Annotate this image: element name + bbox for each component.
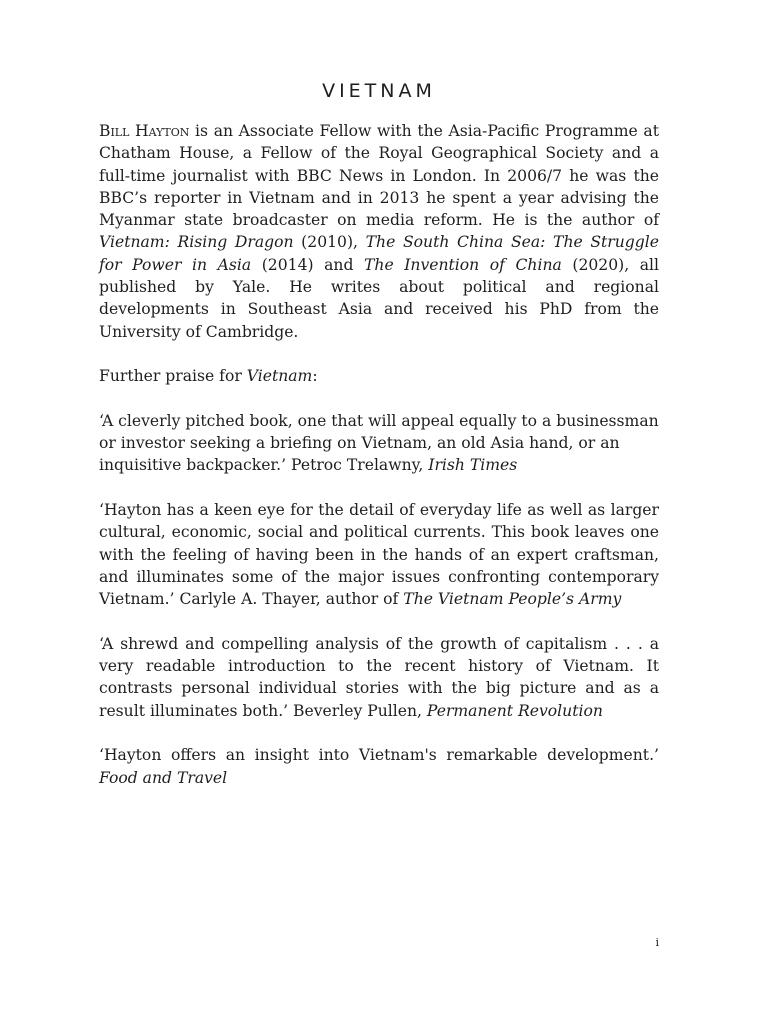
author-name: Bill Hayton: [99, 122, 190, 140]
book-title-south-china-sea: The South China Sea: The Struggle for Power in Asia: [99, 233, 659, 274]
bio-text-4: (2020), all published by Yale. He writes about political and regional developments in Southeast Asia and received his PhD from the University of Cambridge.: [99, 255, 659, 341]
quote-source: Permanent Revolution: [426, 701, 603, 720]
quote-source: The Vietnam People’s Army: [403, 590, 622, 609]
book-title-invention-of-china: The Invention of China: [364, 255, 562, 274]
page-number: i: [655, 936, 659, 949]
praise-intro-colon: :: [312, 367, 318, 386]
book-title-rising-dragon: Vietnam: Rising Dragon: [99, 233, 294, 252]
quote-source: Irish Times: [428, 456, 518, 475]
author-bio-paragraph: [99, 120, 659, 343]
praise-intro-text: Further praise for: [99, 367, 247, 386]
praise-intro: [99, 365, 659, 387]
book-page: [99, 0, 659, 1024]
quote-irish-times: [99, 410, 659, 477]
page-body: [99, 120, 659, 811]
bio-text-3: (2014) and: [251, 255, 365, 274]
bio-text-1: is an Associate Fellow with the Asia-Pacific Programme at Chatham House, a Fellow of the Royal Geographical Society and a full-time journalist with BBC News in London. In 2006/7 he was the BBC’s reporter in Vietnam and in 2013 he spent a year advising the Myanmar state broadcaster on media reform. He is the author of: [99, 122, 659, 230]
page-title: VIETNAM: [322, 80, 436, 102]
quote-text: ‘Hayton has a keen eye for the detail of everyday life as well as larger cultural, economic, social and political currents. This book leaves one with the feeling of having been in the hands of an expert craftsman, and illuminates some of the major issues confronting contemporary Vietnam.’ Carlyle A. Thayer, author of: [99, 501, 659, 609]
quote-pullen: [99, 633, 659, 722]
quote-text: ‘Hayton offers an insight into Vietnam's remarkable development.’: [99, 746, 659, 765]
quote-source: Food and Travel: [99, 768, 228, 787]
bio-text-2: (2010),: [293, 233, 366, 252]
quote-text: ‘A shrewd and compelling analysis of the growth of capitalism . . . a very readable introduction to the recent history of Vietnam. It contrasts personal individual stories with the big picture and as a result illuminates both.’ Beverley Pullen,: [99, 634, 659, 720]
quote-thayer: [99, 499, 659, 610]
praise-intro-book-title: Vietnam: [246, 367, 313, 386]
quote-text: ‘A cleverly pitched book, one that will appeal equally to a businessman or investor seeking a briefing on Vietnam, an old Asia hand, or an inquisitive backpacker.’ Petroc Trelawny,: [99, 411, 659, 475]
quote-food-and-travel: [99, 744, 659, 789]
